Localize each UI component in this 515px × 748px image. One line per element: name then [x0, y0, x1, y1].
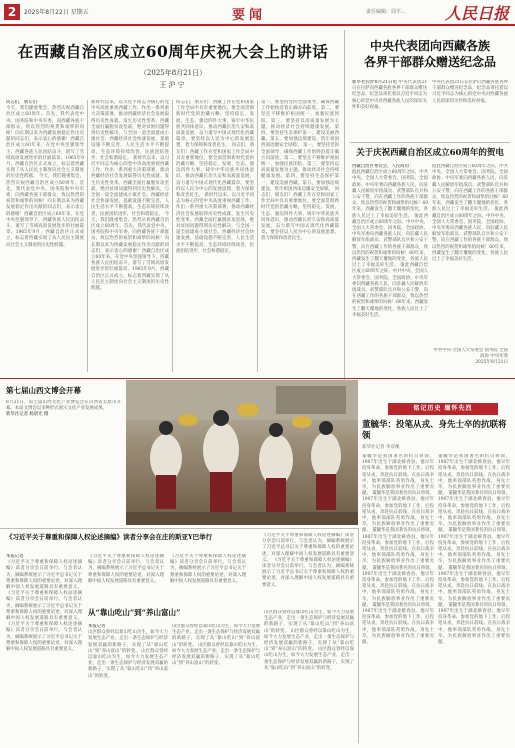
section-divider [0, 378, 515, 379]
story-human-rights-body-1: 本报记者 《习近平关于尊重和保障人权论述摘编》读者分享会日前举行。与会者认为，摘编系统展示了习近平总书记关于尊重和保障人权的重要论述，对深入理解中国人权发展道路具有重要意义。 《习近平关于尊重和保障人权论述摘编》读者分享会日前举行。与会者认为，摘编系统展示了习近平总书记关于尊重和保障人权的重要论述，对深入理解中国人权发展道路具有重要意义。 《习近平关于尊重和保障人权论述摘编》读者分享会日前举行。与会者认为，摘编系统展示了习近平总书记关于尊重和保障人权的重要论述，对深入理解中国人权发展道路具有重要意义。 [6, 554, 82, 653]
story-telegram-signatures: 中共中央 全国人大常委会 国务院 全国政协 中央军委 2025年8月21日 [433, 348, 508, 366]
story-human-rights-body-4: 《习近平关于尊重和保障人权论述摘编》读者分享会日前举行。与会者认为，摘编系统展示了习近平总书记关于尊重和保障人权的重要论述，对深入理解中国人权发展道路具有重要意义。 《习近平关于尊重和保障人权论述摘编》读者分享会日前举行。与会者认为，摘编系统展示了习近平总书记关于尊重和保障人权的重要论述，对深入理解中国人权发展道路具有重要意义。 [262, 533, 354, 588]
issue-date: 2025年8月22日 星期五 [24, 9, 89, 16]
section-name: 要闻 [232, 8, 267, 23]
masthead [0, 0, 515, 26]
story-human-rights-body-3: 《习近平关于尊重和保障人权论述摘编》读者分享会日前举行。与会者认为，摘编系统展示了习近平总书记关于尊重和保障人权的重要论述，对深入理解中国人权发展道路具有重要意义。 [170, 554, 246, 584]
column-divider [87, 100, 88, 372]
main-article-opening: 同志们，朋友们： [6, 100, 42, 105]
series-banner: 铭记历史 缅怀先烈 [388, 403, 498, 415]
main-article-author: 王沪宁 [159, 81, 187, 89]
story-delegation-body-1: 新华社拉萨8月21日电 中央代表团21日在拉萨向西藏各族各界干部群众赠送纪念品，纪念品寄托着以习近平同志为核心的党中央对西藏各族人民的深切关怀和美好祝福。 [352, 80, 427, 110]
editor-credit: 责任编辑：周平... [366, 9, 406, 15]
story-general-body-1: 董毓华是我国著名的抗日将领，1907年出生于湖北蕲春县。他早年投身革命，参加党的地下工作，后投笔从戎，奔赴抗日前线。在抗日战争中，他率领部队英勇作战，身先士卒，为民族解放事业作出了重要贡献。 董毓华是我国著名的抗日将领，1907年出生于湖北蕲春县。他早年投身革命，参加党的地下工作，后投笔从戎，奔赴抗日前线。在抗日战争中，他率领部队英勇作战，身先士卒，为民族解放事业作出了重要贡献。 董毓华是我国著名的抗日将领，1907年出生于湖北蕲春县。他早年投身革命，参加党的地下工作，后投笔从戎，奔赴抗日前线。在抗日战争中，他率领部队英勇作战，身先士卒，为民族解放事业作出了重要贡献。 董毓华是我国著名的抗日将领，1907年出生于湖北蕲春县。他早年投身革命，参加党的地下工作，后投笔从戎，奔赴抗日前线。在抗日战争中，他率领部队英勇作战，身先士卒，为民族解放事业作出了重要贡献。 董毓华是我国著名的抗日将领，1907年出生于湖北蕲春县。他早年投身革命，参加党的地下工作，后投笔从戎，奔赴抗日前线。在抗日战争中，他率领部队英勇作战，身先士卒，为民族解放事业作出了重要贡献。 [362, 454, 434, 646]
page-number: 2 [4, 4, 20, 20]
story-mountain-body-2: 山区群众曾经以靠山吃山为生，如今大力发展生态产业，走出一条生态保护与经济发展双赢的新路子，实现了从“靠山吃山”到“养山富山”的转变。 山区群众曾经以靠山吃山为生，如今大力发展生态产业，走出一条生态保护与经济发展双赢的新路子，实现了从“靠山吃山”到“养山富山”的转变。 [172, 624, 260, 667]
story-general-byline: 新华社记者 李双溪 [362, 445, 400, 450]
story-telegram-title[interactable]: 关于庆祝西藏自治区成立60周年的贺电 [356, 148, 504, 158]
column-divider [172, 100, 173, 372]
story-general-title[interactable]: 董毓华：投笔从戎、身先士卒的抗联将领 [362, 420, 507, 441]
photo-illustration [126, 380, 358, 525]
main-article-title[interactable]: 在西藏自治区成立60周年庆祝大会上的讲话 [17, 42, 329, 61]
column-divider [358, 528, 359, 743]
photo-caption-body: 8月21日，第七届山西文化产业博览会在山西省太原市开幕。本届文博会以多种形式展示文化产业发展成果。 新华社记者 杨晨光 摄 [6, 400, 121, 418]
main-article-column-2: 新时代以来，以习近平同志为核心的党中央高度重视西藏工作，作出一系列重大决策部署，推动西藏经济社会发展取得历史性成就、发生历史性变革。西藏全面打赢脱贫攻坚战，绝对贫困问题得到历史性解决，与全国一道全面建成小康社会。西藏经济社会快速发展，基础设施不断完善，人民生活水平不断提高，生态环境持续改善，民族团结进步，社会和谐稳定。 新时代以来，以习近平同志为核心的党中央高度重视西藏工作，作出一系列重大决策部署，推动西藏经济社会发展取得历史性成就、发生历史性变革。西藏全面打赢脱贫攻坚战，绝对贫困问题得到历史性解决，与全国一道全面建成小康社会。西藏经济社会快速发展，基础设施不断完善，人民生活水平不断提高，生态环境持续改善，民族团结进步，社会和谐稳定。 今天，我们隆重集会，热烈庆祝西藏自治区成立60周年。首先，我代表党中央、国务院和中央军委，向西藏各族干部群众，致以热烈的祝贺和诚挚的问候！向长期以来为西藏发展稳定作出贡献的同志们，表示衷心的感谢！西藏自治区成立60年来，在党中央坚强领导下，西藏各族人民团结奋斗，谱写了雪域高原发展进步的壮丽篇章。1965年9月，西藏自治区正式成立，标志着西藏实现了从人民民主制度向社会主义制度的历史性跨越。 [91, 100, 169, 292]
main-article-column-3: 同志们、朋友们！西藏工作在党和国家工作全局中具有重要地位。要全面贯彻新时代党的治藏方略，坚持稳定、发展、生态、强边四件大事，铸牢中华民族共同体意识，推动西藏长治久安和高质量发展，奋力谱写中国式现代化西藏篇章。要坚持以人民为中心的发展思想，着力保障和改善民生。 同志们、朋友们！西藏工作在党和国家工作全局中具有重要地位。要全面贯彻新时代党的治藏方略，坚持稳定、发展、生态、强边四件大事，铸牢中华民族共同体意识，推动西藏长治久安和高质量发展，奋力谱写中国式现代化西藏篇章。要坚持以人民为中心的发展思想，着力保障和改善民生。 新时代以来，以习近平同志为核心的党中央高度重视西藏工作，作出一系列重大决策部署，推动西藏经济社会发展取得历史性成就、发生历史性变革。西藏全面打赢脱贫攻坚战，绝对贫困问题得到历史性解决，与全国一道全面建成小康社会。西藏经济社会快速发展，基础设施不断完善，人民生活水平不断提高，生态环境持续改善，民族团结进步，社会和谐稳定。 [176, 100, 254, 254]
photo-caption-title[interactable]: 第七届山西文博会开幕 [6, 386, 81, 395]
news-photo-dancers[interactable] [126, 380, 358, 525]
story-delegation-body-2: 中央代表团21日在拉萨向西藏各族各界干部群众赠送纪念品，纪念品寄托着以习近平同志为核心的党中央对西藏各族人民的深切关怀和美好祝福。 [432, 80, 508, 104]
story-mountain-body-1: 本报记者 山区群众曾经以靠山吃山为生，如今大力发展生态产业，走出一条生态保护与经济发展双赢的新路子，实现了从“靠山吃山”到“养山富山”的转变。 山区群众曾经以靠山吃山为生，如今大力发展生态产业，走出一条生态保护与经济发展双赢的新路子，实现了从“靠山吃山”到“养山富山”的转变。 [88, 624, 168, 679]
main-article-column-4: 第一，要坚持党的全面领导，确保西藏工作始终沿着正确方向前进。第二，要坚定不移维护祖国统一，加强民族团结。第三，要坚持以高质量发展为主题，推动经济社会持续健康发展。第四，要坚持生态保护第一，建设美丽西藏。第五，要加强边境建设，筑牢祖国西南边疆安全屏障。 第一，要坚持党的全面领导，确保西藏工作始终沿着正确方向前进。第二，要坚定不移维护祖国统一，加强民族团结。第三，要坚持以高质量发展为主题，推动经济社会持续健康发展。第四，要坚持生态保护第一，建设美丽西藏。第五，要加强边境建设，筑牢祖国西南边疆安全屏障。 同志们、朋友们！西藏工作在党和国家工作全局中具有重要地位。要全面贯彻新时代党的治藏方略，坚持稳定、发展、生态、强边四件大事，铸牢中华民族共同体意识，推动西藏长治久安和高质量发展，奋力谱写中国式现代化西藏篇章。要坚持以人民为中心的发展思想，着力保障和改善民生。 [261, 100, 339, 242]
story-divider [0, 528, 358, 529]
newspaper-logo: 人民日报 [444, 4, 509, 23]
story-human-rights-title[interactable]: 《习近平关于尊重和保障人权论述摘编》读者分享会在庄的斯亚Y巴举行 [6, 533, 213, 541]
column-divider [257, 100, 258, 372]
story-telegram-body-2: 值此西藏自治区成立60周年之际，中共中央、全国人大常委会、国务院、全国政协、中央军委向西藏各族人民，向驻藏人民解放军指战员、武警部队官兵和公安干警，向在西藏工作的各族干部群众，致以热烈的祝贺和诚挚的问候！60年来，西藏发生了翻天覆地的变化，各族人民过上了幸福美好生活。 值此西藏自治区成立60周年之际，中共中央、全国人大常委会、国务院、全国政协、中央军委向西藏各族人民，向驻藏人民解放军指战员、武警部队官兵和公安干警，向在西藏工作的各族干部群众，致以热烈的祝贺和诚挚的问候！60年来，西藏发生了翻天覆地的变化，各族人民过上了幸福美好生活。 [432, 164, 508, 263]
story-delegation-title[interactable]: 中央代表团向西藏各族 各界干部群众赠送纪念品 [363, 39, 496, 69]
main-article-date: （2025年8月21日） [139, 69, 207, 77]
story-general-body-2: 董毓华是我国著名的抗日将领，1907年出生于湖北蕲春县。他早年投身革命，参加党的地下工作，后投笔从戎，奔赴抗日前线。在抗日战争中，他率领部队英勇作战，身先士卒，为民族解放事业作出了重要贡献。 董毓华是我国著名的抗日将领，1907年出生于湖北蕲春县。他早年投身革命，参加党的地下工作，后投笔从戎，奔赴抗日前线。在抗日战争中，他率领部队英勇作战，身先士卒，为民族解放事业作出了重要贡献。 董毓华是我国著名的抗日将领，1907年出生于湖北蕲春县。他早年投身革命，参加党的地下工作，后投笔从戎，奔赴抗日前线。在抗日战争中，他率领部队英勇作战，身先士卒，为民族解放事业作出了重要贡献。 董毓华是我国著名的抗日将领，1907年出生于湖北蕲春县。他早年投身革命，参加党的地下工作，后投笔从戎，奔赴抗日前线。在抗日战争中，他率领部队英勇作战，身先士卒，为民族解放事业作出了重要贡献。 董毓华是我国著名的抗日将领，1907年出生于湖北蕲春县。他早年投身革命，参加党的地下工作，后投笔从戎，奔赴抗日前线。在抗日战争中，他率领部队英勇作战，身先士卒，为民族解放事业作出了重要贡献。 [438, 454, 510, 646]
story-human-rights-body-2: 《习近平关于尊重和保障人权论述摘编》读者分享会日前举行。与会者认为，摘编系统展示了习近平总书记关于尊重和保障人权的重要论述，对深入理解中国人权发展道路具有重要意义。 [88, 554, 164, 584]
story-mountain-body-3: 山区群众曾经以靠山吃山为生，如今大力发展生态产业，走出一条生态保护与经济发展双赢的新路子，实现了从“靠山吃山”到“养山富山”的转变。 山区群众曾经以靠山吃山为生，如今大力发展生态产业，走出一条生态保护与经济发展双赢的新路子，实现了从“靠山吃山”到“养山富山”的转变。 山区群众曾经以靠山吃山为生，如今大力发展生态产业，走出一条生态保护与经济发展双赢的新路子，实现了从“靠山吃山”到“养山富山”的转变。 [264, 610, 354, 671]
story-mountain-title[interactable]: 从“靠山吃山”到“养山富山” [88, 608, 181, 617]
main-article-column-1: 同志们，朋友们： 今天，我们隆重集会，热烈庆祝西藏自治区成立60周年。首先，我代表党中央、国务院和中央军委，向西藏各族干部群众，致以热烈的祝贺和诚挚的问候！向长期以来为西藏发展稳定作出贡献的同志们，表示衷心的感谢！西藏自治区成立60年来，在党中央坚强领导下，西藏各族人民团结奋斗，谱写了雪域高原发展进步的壮丽篇章。1965年9月，西藏自治区正式成立，标志着西藏实现了从人民民主制度向社会主义制度的历史性跨越。 今天，我们隆重集会，热烈庆祝西藏自治区成立60周年。首先，我代表党中央、国务院和中央军委，向西藏各族干部群众，致以热烈的祝贺和诚挚的问候！向长期以来为西藏发展稳定作出贡献的同志们，表示衷心的感谢！西藏自治区成立60年来，在党中央坚强领导下，西藏各族人民团结奋斗，谱写了雪域高原发展进步的壮丽篇章。1965年9月，西藏自治区正式成立，标志着西藏实现了从人民民主制度向社会主义制度的历史性跨越。 [6, 100, 84, 248]
story-divider [350, 142, 510, 143]
story-telegram-body-1: 西藏自治区委员会、人民政府： 值此西藏自治区成立60周年之际，中共中央、全国人大常委会、国务院、全国政协、中央军委向西藏各族人民，向驻藏人民解放军指战员、武警部队官兵和公安干警，向在西藏工作的各族干部群众，致以热烈的祝贺和诚挚的问候！60年来，西藏发生了翻天覆地的变化，各族人民过上了幸福美好生活。 值此西藏自治区成立60周年之际，中共中央、全国人大常委会、国务院、全国政协、中央军委向西藏各族人民，向驻藏人民解放军指战员、武警部队官兵和公安干警，向在西藏工作的各族干部群众，致以热烈的祝贺和诚挚的问候！60年来，西藏发生了翻天覆地的变化，各族人民过上了幸福美好生活。 值此西藏自治区成立60周年之际，中共中央、全国人大常委会、国务院、全国政协、中央军委向西藏各族人民，向驻藏人民解放军指战员、武警部队官兵和公安干警，向在西藏工作的各族干部群众，致以热烈的祝贺和诚挚的问候！60年来，西藏发生了翻天覆地的变化，各族人民过上了幸福美好生活。 [352, 164, 428, 318]
